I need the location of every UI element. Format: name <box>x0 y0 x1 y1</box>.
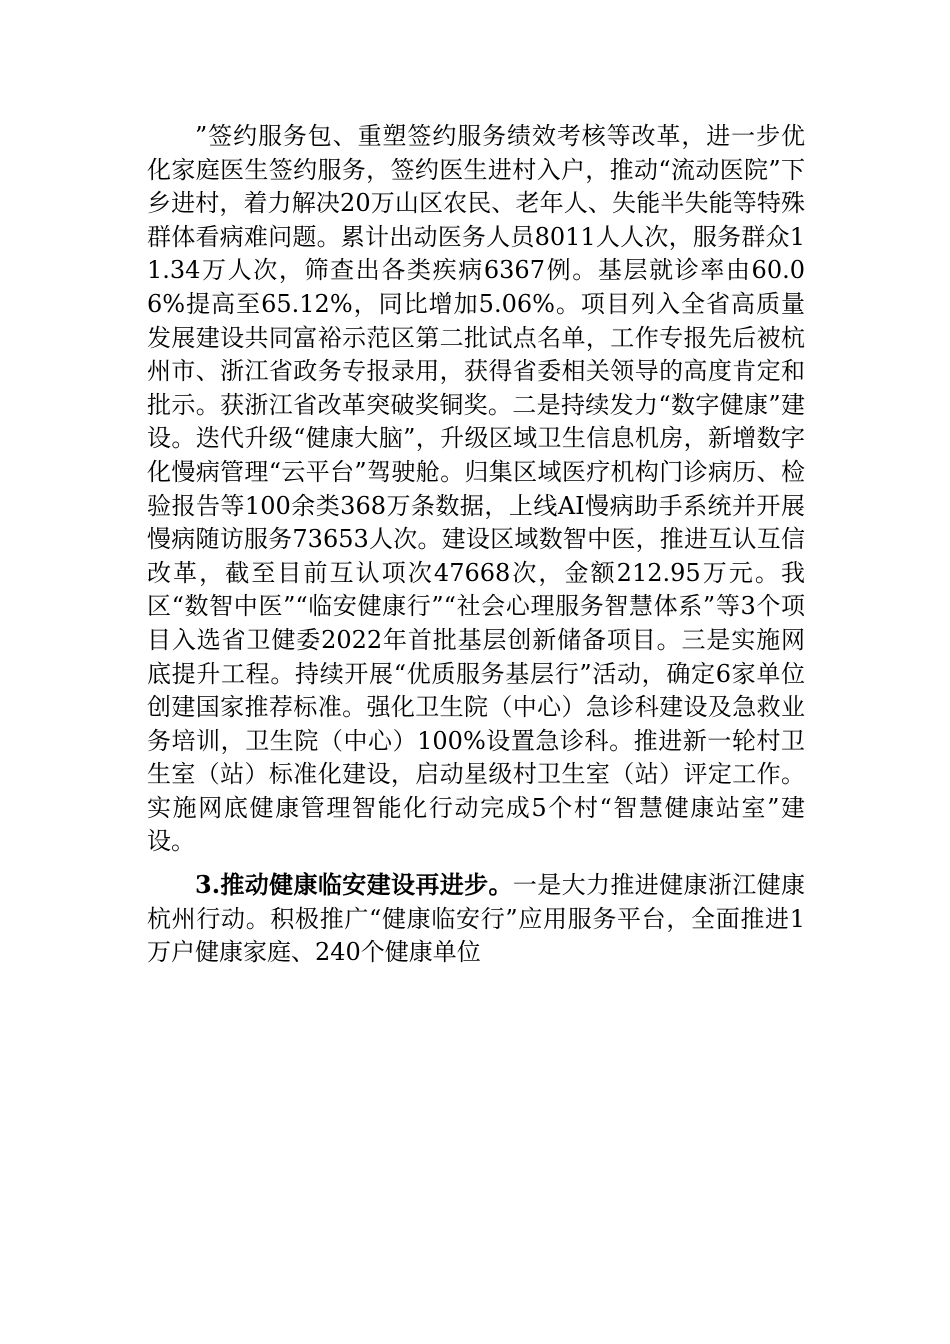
section-body-text: 一是大力推进健康浙江健康杭州行动。积极推广“健康临安行”应用服务平台，全面推进1万户健康家庭、240个健康单位 <box>147 871 806 967</box>
section-heading: 3.推动健康临安建设再进步。 <box>195 870 513 900</box>
document-page <box>147 120 805 970</box>
body-paragraph: ”签约服务包、重塑签约服务绩效考核等改革，进一步优化家庭医生签约服务，签约医生进村入户，推动“流动医院”下乡进村，着力解决20万山区农民、老年人、失能半失能等特殊群体看病难问题。累计出动医务人员8011人人次，服务群众11.34万人次，筛查出各类疾病6367例。基层就诊率由60.06%提高至65.12%，同比增加5.06%。项目列入全省高质量发展建设共同富裕示范区第二批试点名单，工作专报先后被杭州市、浙江省政务专报录用，获得省委相关领导的高度肯定和批示。获浙江省改革突破奖铜奖。二是持续发力“数字健康”建设。迭代升级“健康大脑”，升级区域卫生信息机房，新增数字化慢病管理“云平台”驾驶舱。归集区域医疗机构门诊病历、检验报告等100余类368万条数据，上线AI慢病助手系统并开展慢病随访服务73653人次。建设区域数智中医，推进互认互信改革，截至目前互认项次47668次，金额212.95万元。我区“数智中医”“临安健康行”“社会心理服务智慧体系”等3个项目入选省卫健委2022年首批基层创新储备项目。三是实施网底提升工程。持续开展“优质服务基层行”活动，确定6家单位创建国家推荐标准。强化卫生院（中心）急诊科建设及急救业务培训，卫生院（中心）100%设置急诊科。推进新一轮村卫生室（站）标准化建设，启动星级村卫生室（站）评定工作。实施网底健康管理智能化行动完成5个村“智慧健康站室”建设。 <box>147 122 805 856</box>
section-paragraph <box>147 868 805 970</box>
